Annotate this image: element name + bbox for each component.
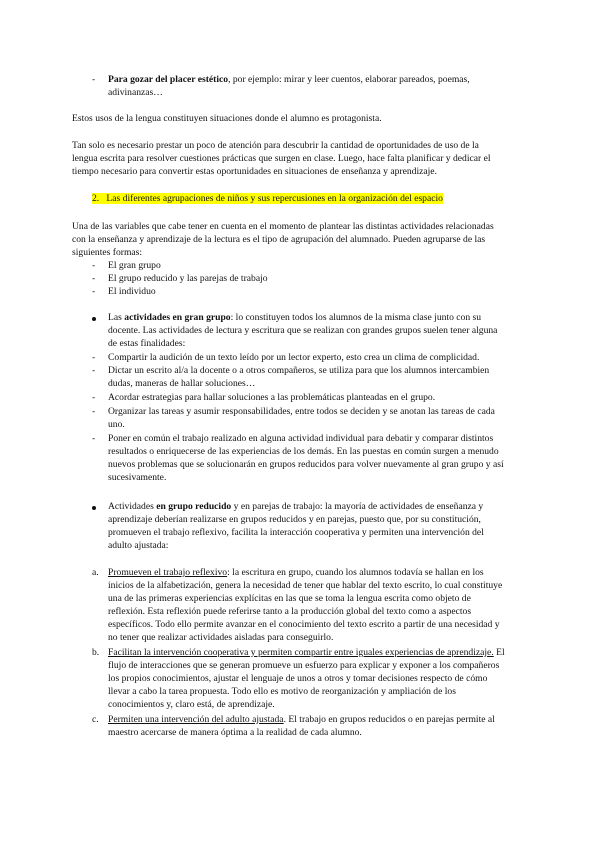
- list-marker: -: [92, 433, 96, 444]
- list-item: Poner en común el trabajo realizado en alguna actividad individual para debatir y comparar distintos resultados o enriquecerse de las experiencias de los demás. En las puestas en común surgen a menudo nuevos problemas que se solucionarán en grupos reducidos para volver nuevamente al gran grupo y así sucesivamente.: [108, 433, 504, 483]
- intro-list-item: Para gozar del placer estético, por ejemplo: mirar y leer cuentos, elaborar pareados, poemas, adivinanzas…: [108, 74, 470, 98]
- list-marker: c.: [92, 714, 99, 725]
- lettered-item: Promueven el trabajo reflexivo: la escritura en grupo, cuando los alumnos todavía se hallan en los inicios de la alfabetización, genera la necesidad de tener que hablar del texto escrito, lo cual constituye una de las primeras experiencias explícitas en las que se toma la lengua escrita como objeto de reflexión. Esta reflexión puede referirse tanto a la producción global del texto como a aspectos específicos. Todo ello permite avanzar en el conocimiento del texto escrito a partir de una necesidad y no tener que realizar actividades aisladas para conseguirlo.: [108, 567, 503, 643]
- lettered-item: Facilitan la intervención cooperativa y permiten compartir entre iguales experiencias de aprendizaje. El flujo de interacciones que se generan promueve un esfuerzo para explicar y exponer a los compañeros los propios conocimientos, ajustar el lenguaje de unos a otros y tomar decisiones respecto de cómo llevar a cabo la tarea propuesta. Todo ello es motivo de reorganización y ampliación de los conocimientos y, claro está, de aprendizaje.: [108, 647, 505, 710]
- list-marker: -: [92, 392, 96, 403]
- intro-bold-text: Para gozar del placer estético: [108, 74, 229, 85]
- paragraph: Una de las variables que cabe tener en cuenta en el momento de plantear las distintas actividades relacionadas con la enseñanza y aprendizaje de la lectura es el tipo de agrupación del alumnado. Pueden agruparse de las siguientes formas:: [72, 221, 494, 258]
- bullet-icon: [92, 317, 96, 321]
- paragraph: Tan solo es necesario prestar un poco de atención para descubrir la cantidad de oportunidades de uso de la lengua escrita para resolver cuestiones prácticas que surgen en clase. Luego, hace falta planificar y dedicar el tiempo necesario para convertir estas oportunidades en situaciones de enseñanza y aprendizaje.: [72, 140, 491, 177]
- list-item: El individuo: [108, 286, 156, 297]
- list-marker: -: [92, 406, 96, 417]
- list-marker: -: [92, 352, 96, 363]
- list-marker: a.: [92, 567, 99, 578]
- list-item: Organizar las tareas y asumir responsabilidades, entre todos se deciden y se anotan las tareas de cada uno.: [108, 406, 495, 430]
- list-marker: -: [92, 286, 96, 297]
- list-marker: -: [92, 74, 96, 85]
- list-marker: b.: [92, 647, 100, 658]
- grupo-reducido-paragraph: Actividades en grupo reducido y en parejas de trabajo: la mayoría de actividades de enseñanza y aprendizaje deberían realizarse en grupos reducidos y en parejas, puesto que, por su constitución, promueven el trabajo reflexivo, facilita la interacción cooperativa y permiten una intervención del adulto ajustada:: [108, 501, 484, 551]
- paragraph: Estos usos de la lengua constituyen situaciones donde el alumno es protagonista.: [72, 113, 382, 124]
- list-item: Dictar un escrito al/a la docente o a otros compañeros, se utiliza para que los alumnos intercambien dudas, maneras de hallar soluciones…: [108, 365, 490, 389]
- list-item: Compartir la audición de un texto leído por un lector experto, esto crea un clima de complicidad.: [108, 352, 480, 363]
- list-item: El gran grupo: [108, 260, 161, 271]
- list-marker: -: [92, 260, 96, 271]
- lettered-item: Permiten una intervención del adulto ajustada. El trabajo en grupos reducidos o en parejas permite al maestro acercarse de manera óptima a la realidad de cada alumno.: [108, 714, 495, 738]
- list-item: Acordar estrategias para hallar soluciones a las problemáticas planteadas en el grupo.: [108, 392, 436, 403]
- section-heading: 2. Las diferentes agrupaciones de niños y sus repercusiones en la organización del espacio: [92, 193, 443, 204]
- bullet-icon: [92, 506, 96, 510]
- list-marker: -: [92, 273, 96, 284]
- gran-grupo-paragraph: Las actividades en gran grupo: lo constituyen todos los alumnos de la misma clase junto con su docente. Las actividades de lectura y escritura que se realizan con grandes grupos suelen tener alguna de estas finalidades:: [108, 312, 498, 349]
- list-marker: -: [92, 365, 96, 376]
- list-item: El grupo reducido y las parejas de trabajo: [108, 273, 268, 284]
